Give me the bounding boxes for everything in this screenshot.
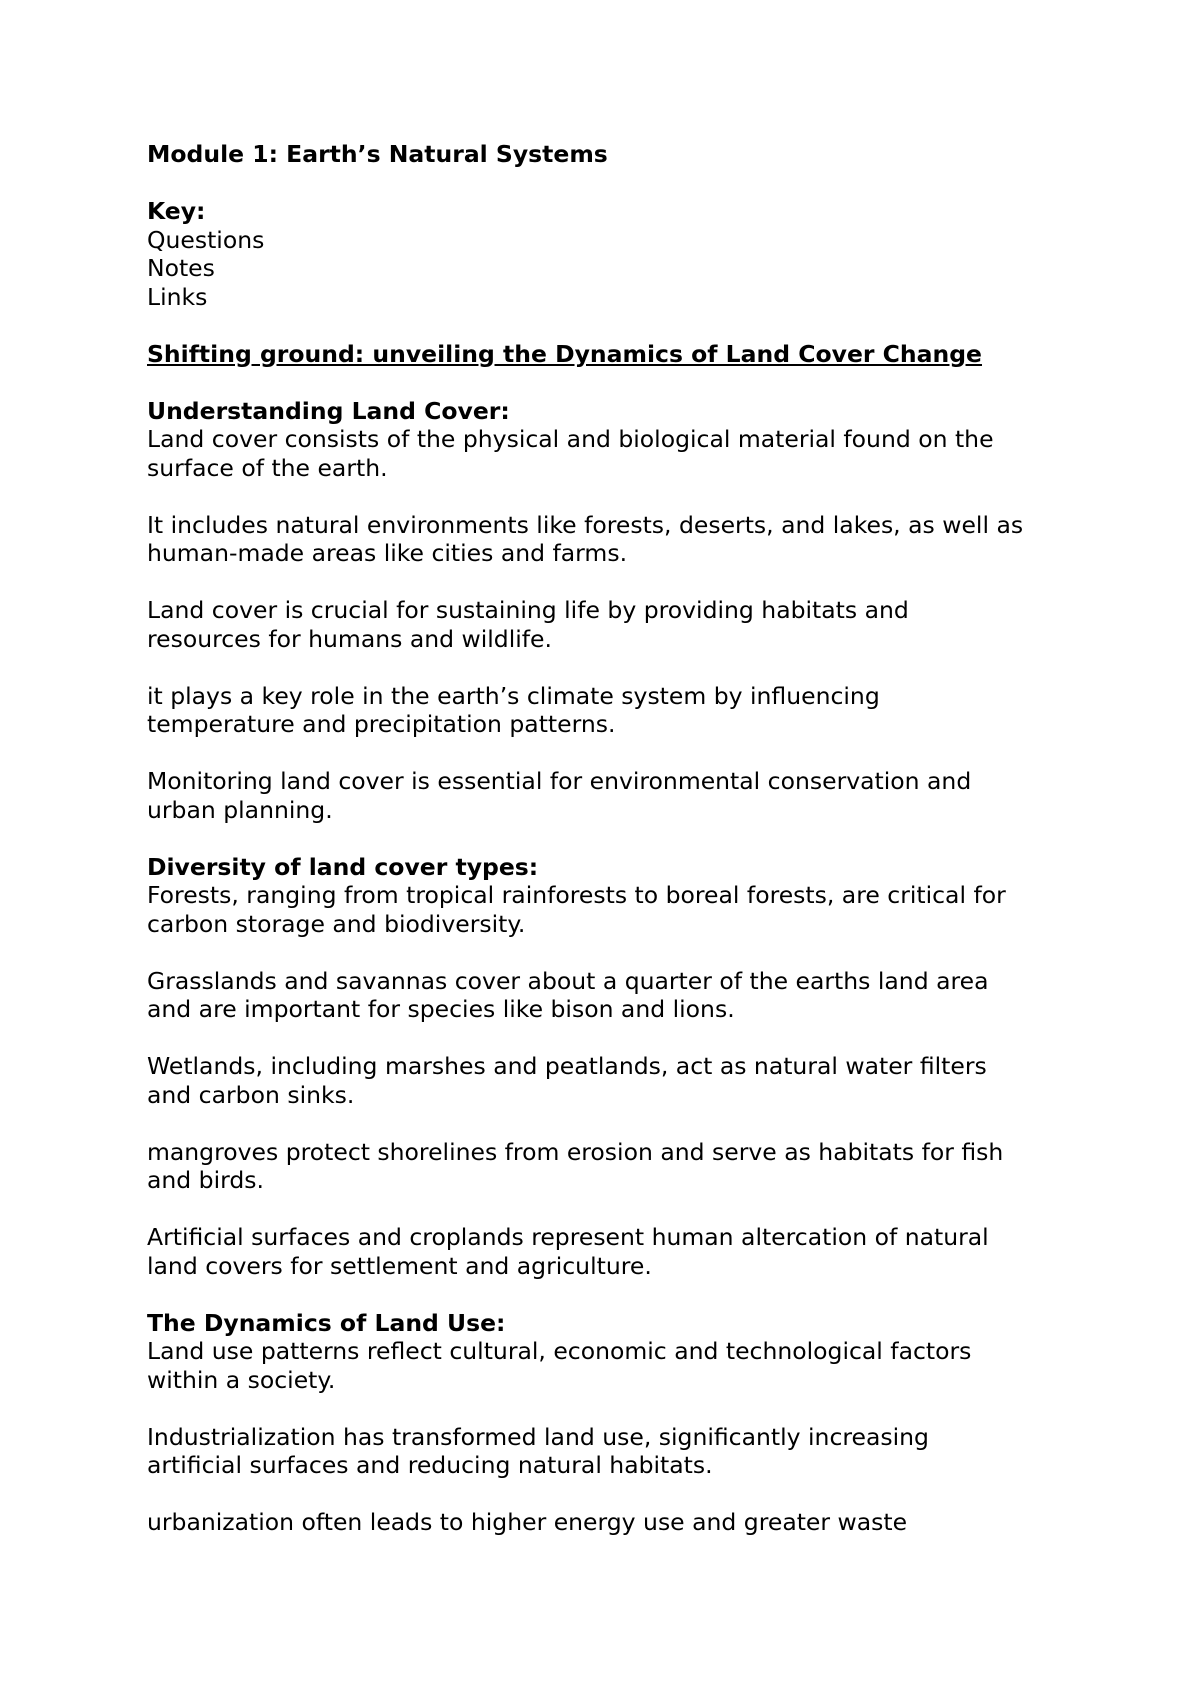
paragraph-line: Monitoring land cover is essential for environmental conservation and [147, 767, 972, 795]
document-title: Module 1: Earth’s Natural Systems [147, 140, 608, 168]
spacer [147, 482, 1087, 511]
spacer [147, 1195, 1087, 1224]
document-page [147, 140, 1087, 1537]
paragraph [147, 1508, 1087, 1537]
paragraph-line: and are important for species like bison and lions. [147, 995, 735, 1023]
spacer [147, 739, 1087, 768]
paragraph-line: Industrialization has transformed land use, significantly increasing [147, 1422, 929, 1451]
spacer [147, 568, 1087, 597]
paragraph-line: resources for humans and wildlife. [147, 624, 552, 653]
paragraph-line: surface of the earth. [147, 453, 388, 482]
paragraph-line: It includes natural environments like forests, deserts, and lakes, as well as [147, 510, 1024, 539]
spacer [147, 1280, 1087, 1309]
paragraph-line: human-made areas like cities and farms. [147, 539, 628, 567]
paragraph [147, 1138, 1087, 1195]
subsection-heading: Understanding Land Cover: [147, 396, 510, 425]
key-item-notes: Notes [147, 254, 215, 282]
section-diversity-of-land-cover [147, 853, 1087, 1281]
paragraph-line: Grasslands and savannas cover about a quarter of the earths land area [147, 966, 989, 995]
spacer [147, 311, 1087, 340]
paragraph-line: land covers for settlement and agriculture. [147, 1251, 652, 1280]
paragraph [147, 881, 1087, 938]
spacer [147, 368, 1087, 397]
spacer [147, 653, 1087, 682]
spacer [147, 1024, 1087, 1053]
spacer [147, 169, 1087, 198]
paragraph-line: Land cover is crucial for sustaining life by providing habitats and [147, 596, 909, 624]
section-understanding-land-cover [147, 397, 1087, 825]
spacer [147, 938, 1087, 967]
paragraph-line: and carbon sinks. [147, 1080, 355, 1109]
paragraph-line: and birds. [147, 1166, 265, 1194]
paragraph [147, 1423, 1087, 1480]
key-item-links: Links [147, 282, 208, 311]
key-legend [147, 197, 1087, 311]
paragraph [147, 682, 1087, 739]
paragraph-line: mangroves protect shorelines from erosion and serve as habitats for fish [147, 1137, 1004, 1166]
key-item-questions: Questions [147, 225, 265, 254]
paragraph-line: Forests, ranging from tropical rainforests to boreal forests, are critical for [147, 881, 1006, 909]
spacer [147, 824, 1087, 853]
paragraph [147, 967, 1087, 1024]
paragraph-line: artificial surfaces and reducing natural habitats. [147, 1451, 713, 1479]
spacer [147, 1394, 1087, 1423]
section-heading: Shifting ground: unveiling the Dynamics of Land Cover Change [147, 339, 982, 368]
paragraph [147, 1223, 1087, 1280]
paragraph-line: it plays a key role in the earth’s climate system by influencing [147, 681, 880, 710]
paragraph [147, 511, 1087, 568]
subsection-heading: Diversity of land cover types: [147, 852, 539, 881]
paragraph [147, 1337, 1087, 1394]
paragraph [147, 1052, 1087, 1109]
spacer [147, 1480, 1087, 1509]
paragraph-line: Land use patterns reflect cultural, economic and technological factors [147, 1337, 972, 1365]
paragraph-line: Wetlands, including marshes and peatlands, act as natural water filters [147, 1052, 987, 1080]
paragraph-line: temperature and precipitation patterns. [147, 710, 616, 738]
section-dynamics-of-land-use [147, 1309, 1087, 1537]
paragraph-line: carbon storage and biodiversity. [147, 909, 526, 938]
subsection-heading: The Dynamics of Land Use: [147, 1308, 506, 1337]
paragraph [147, 596, 1087, 653]
paragraph-line: urbanization often leads to higher energy use and greater waste [147, 1508, 908, 1536]
paragraph-line: urban planning. [147, 795, 333, 824]
spacer [147, 1109, 1087, 1138]
paragraph-line: Land cover consists of the physical and biological material found on the [147, 425, 994, 453]
paragraph [147, 425, 1087, 482]
key-label: Key: [147, 197, 206, 225]
paragraph [147, 767, 1087, 824]
paragraph-line: within a society. [147, 1365, 336, 1394]
paragraph-line: Artificial surfaces and croplands represent human altercation of natural [147, 1223, 989, 1251]
